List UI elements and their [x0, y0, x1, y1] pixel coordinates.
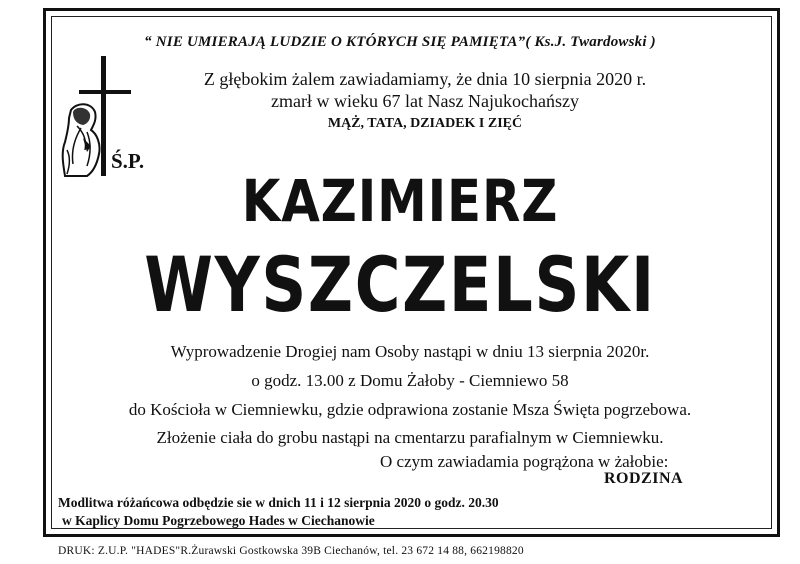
- funeral-line-3: do Kościoła w Ciemniewku, gdzie odprawiona zostanie Msza Święta pogrzebowa.: [128, 400, 692, 419]
- announcement-line-2: zmarł w wieku 67 lat Nasz Najukochańszy: [271, 91, 579, 111]
- family-signature: RODZINA: [604, 470, 684, 487]
- deceased-first-name: KAZIMIERZ: [241, 167, 559, 235]
- motto-quote: “ NIE UMIERAJĄ LUDZIE O KTÓRYCH SIĘ PAMIĘTA”( Ks.J. Twardowski ): [144, 34, 656, 50]
- announcement-line-1: Z głębokim żalem zawiadamiamy, że dnia 10 sierpnia 2020 r.: [203, 69, 647, 89]
- funeral-line-1: Wyprowadzenie Drogiej nam Osoby nastąpi w dniu 13 sierpnia 2020r.: [170, 342, 650, 361]
- funeral-line-2: o godz. 13.00 z Domu Żałoby - Ciemniewo 58: [251, 371, 569, 390]
- printer-footer: DRUK: Z.U.P. "HADES"R.Żurawski Gostkowska 39B Ciechanów, tel. 23 672 14 88, 662198820: [58, 545, 524, 557]
- sp-prefix: Ś.P.: [111, 149, 145, 173]
- funeral-line-4: Złożenie ciała do grobu nastąpi na cmentarzu parafialnym w Ciemniewku.: [156, 428, 664, 447]
- deceased-last-name: WYSZCZELSKI: [144, 240, 656, 329]
- rosary-line-1: Modlitwa różańcowa odbędzie sie w dnich 11 i 12 sierpnia 2020 o godz. 20.30: [58, 495, 499, 510]
- relation-line: MĄŻ, TATA, DZIADEK I ZIĘĆ: [327, 116, 523, 131]
- grief-notice: O czym zawiadamia pogrążona w żałobie:: [380, 452, 669, 471]
- rosary-line-2: w Kaplicy Domu Pogrzebowego Hades w Ciechanowie: [62, 513, 375, 528]
